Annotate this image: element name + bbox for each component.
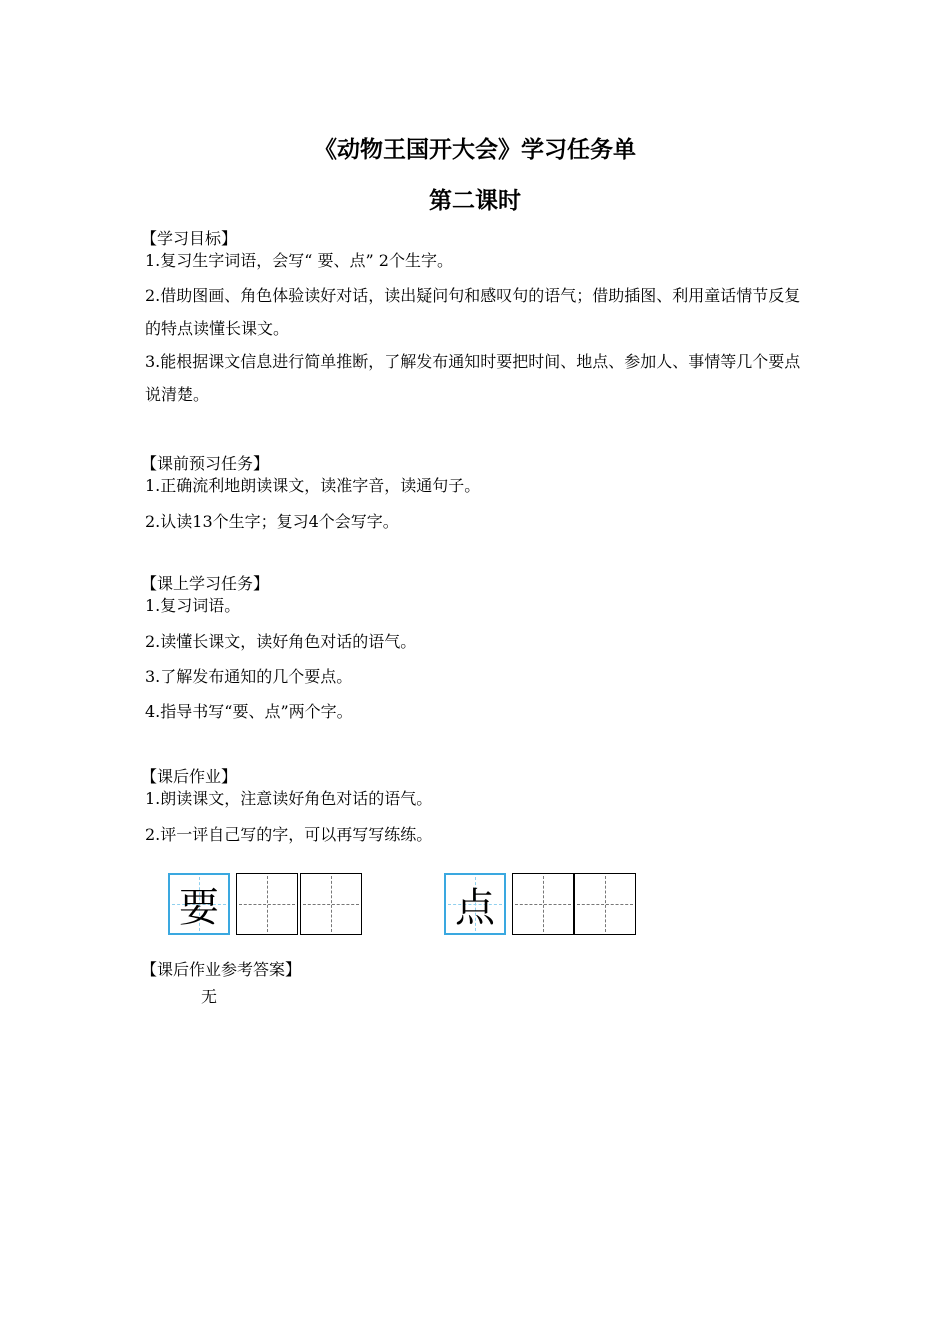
preview-item: 1.正确流利地朗读课文，读准字音，读通句子。 — [145, 476, 481, 495]
inclass-tasks-heading: 【课上学习任务】 — [141, 574, 270, 593]
inclass-item: 1.复习词语。 — [145, 596, 241, 615]
homework-item: 2.评一评自己写的字，可以再写写练练。 — [145, 825, 433, 844]
practice-cell[interactable] — [512, 873, 574, 935]
homework-item: 1.朗读课文，注意读好角色对话的语气。 — [145, 789, 433, 808]
goal-item: 2.借助图画、角色体验读好对话，读出疑问句和感叹句的语气；借助插图、利用童话情节反复的特点读懂长课文。 — [145, 286, 801, 338]
practice-cell[interactable] — [574, 873, 636, 935]
inclass-item: 2.读懂长课文，读好角色对话的语气。 — [145, 632, 417, 651]
model-char-cell — [168, 873, 230, 935]
goal-item: 3.能根据课文信息进行简单推断，了解发布通知时要把时间、地点、参加人、事情等几个要点说清楚。 — [145, 352, 801, 404]
answer-text: 无 — [201, 987, 218, 1006]
model-char: 点 — [455, 884, 495, 931]
model-char: 要 — [179, 884, 219, 931]
goal-item: 1.复习生字词语，会写“ 要、点” 2个生字。 — [145, 251, 453, 270]
homework-section — [141, 766, 805, 852]
practice-cell[interactable] — [236, 873, 298, 935]
homework-heading: 【课后作业】 — [141, 767, 238, 786]
model-char-cell — [444, 873, 506, 935]
preview-item: 2.认读13个生字；复习4个会写字。 — [145, 512, 399, 531]
document-title: 《动物王国开大会》学习任务单 — [314, 137, 636, 163]
preview-tasks-section — [141, 453, 805, 539]
learning-goals-heading: 【学习目标】 — [141, 229, 238, 248]
preview-tasks-heading: 【课前预习任务】 — [141, 454, 270, 473]
lesson-period: 第二课时 — [429, 188, 521, 214]
inclass-item: 4.指导书写“要、点”两个字。 — [145, 702, 353, 721]
inclass-item: 3.了解发布通知的几个要点。 — [145, 667, 353, 686]
practice-cell[interactable] — [300, 873, 362, 935]
answers-section — [141, 959, 805, 981]
inclass-tasks-section — [141, 573, 805, 729]
learning-goals-section — [141, 228, 805, 411]
answers-heading: 【课后作业参考答案】 — [141, 960, 302, 979]
